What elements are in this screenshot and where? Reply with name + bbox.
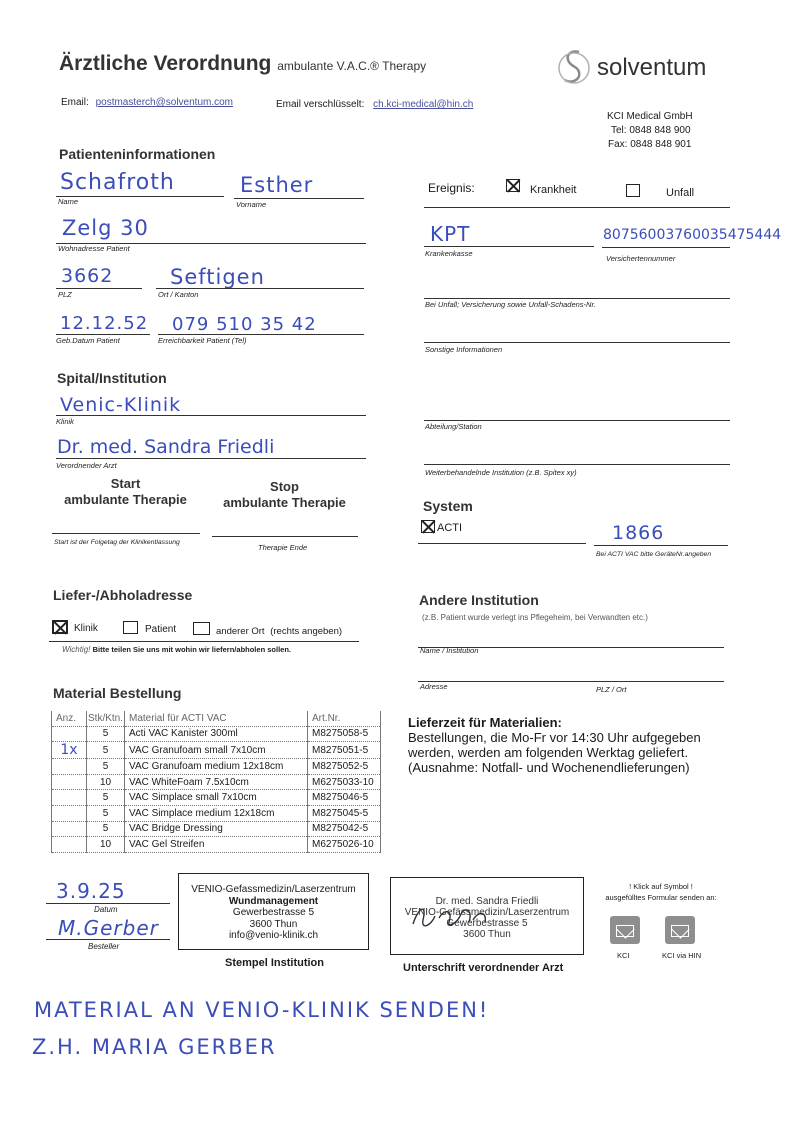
sig-line4: 3600 Thun (463, 929, 511, 940)
material-stk-cell: 10 (87, 837, 125, 853)
email-enc-row (276, 99, 473, 110)
vorname-label: Vorname (236, 200, 267, 209)
lieferzeit-line1: Bestellungen, die Mo-Fr vor 14:30 Uhr aufgegeben (408, 730, 701, 745)
ort-label: Ort / Kanton (158, 290, 199, 299)
material-header-row (52, 711, 381, 726)
stop-title-line2: ambulante Therapie (223, 495, 346, 510)
wichtig-label: Wichtig! (62, 645, 91, 654)
material-art-cell: M8275046-5 (308, 790, 381, 806)
name-line (56, 196, 224, 197)
page-title (59, 52, 426, 76)
klinik-label: Klinik (56, 417, 74, 426)
stop-title (213, 479, 356, 511)
klinik-line (56, 415, 366, 416)
material-name-cell: VAC Granufoam small 7x10cm (125, 742, 308, 759)
material-table (51, 711, 381, 853)
versnr-value[interactable]: 80756003760035475444 (603, 227, 782, 243)
versnr-label: Versichertennummer (606, 254, 676, 263)
kasse-value[interactable]: KPT (430, 222, 471, 246)
kasse-line (424, 246, 594, 247)
liefer-anderer-checkbox[interactable] (193, 622, 210, 635)
logo-text: solventum (597, 54, 707, 81)
material-name-cell: VAC Bridge Dressing (125, 821, 308, 837)
geraet-label: Bei ACTI VAC bitte GeräteNr.angeben (596, 551, 712, 558)
geraet-value[interactable]: 1866 (612, 522, 665, 544)
tel-label: Erreichbarkeit Patient (Tel) (158, 336, 247, 345)
andere-hint: (z.B. Patient wurde verlegt ins Pflegeheim, bei Verwandten etc.) (422, 613, 648, 622)
versnr-line (602, 247, 730, 248)
kci-mail-icon[interactable] (610, 916, 640, 944)
ereignis-line (424, 207, 730, 208)
stamp-line5: info@venio-klinik.ch (228, 930, 319, 941)
material-anz-cell[interactable] (52, 837, 87, 853)
sig-line3: Gewerbestrasse 5 (446, 918, 528, 929)
abteilung-label: Abteilung/Station (425, 422, 482, 431)
unfall-ins-line (424, 298, 730, 299)
company-name: KCI Medical GmbH (607, 111, 693, 122)
material-row (52, 837, 381, 853)
patient-dob-value[interactable]: 12.12.52 (60, 313, 149, 334)
material-anz-cell[interactable]: 1x (52, 742, 87, 759)
dob-label: Geb.Datum Patient (56, 336, 120, 345)
liefer-anderer-label (216, 626, 342, 637)
liefer-wichtig (62, 645, 291, 654)
besteller-label: Besteller (88, 942, 120, 951)
col-stk: Stk/Ktn. (87, 711, 125, 726)
material-art-cell: M8275051-5 (308, 742, 381, 759)
plz-line (56, 288, 142, 289)
material-stk-cell: 5 (87, 726, 125, 742)
andere-name-label: Name / Institution (420, 646, 479, 655)
material-name-cell: VAC Gel Streifen (125, 837, 308, 853)
company-fax: Fax: 0848 848 901 (608, 139, 692, 150)
section-patient: Patienteninformationen (59, 146, 216, 162)
material-anz-cell[interactable] (52, 790, 87, 806)
kci-hin-mail-icon[interactable] (665, 916, 695, 944)
kci-hin-label: KCI via HIN (662, 951, 702, 960)
stamp-caption: Stempel Institution (225, 957, 324, 969)
lieferzeit-line3: (Ausnahme: Notfall- und Wochenendlieferungen) (408, 760, 690, 775)
section-andere: Andere Institution (419, 592, 539, 608)
send-info (596, 881, 726, 903)
dob-line (56, 334, 150, 335)
stop-title-line1: Stop (270, 479, 299, 494)
wichtig-text: Bitte teilen Sie uns mit wohin wir liefern/abholen sollen. (92, 645, 291, 654)
lieferzeit-title: Lieferzeit für Materialien: (408, 715, 562, 730)
besteller-line (46, 939, 170, 940)
vorname-line (234, 198, 364, 199)
liefer-klinik-label: Klinik (74, 623, 98, 634)
liefer-klinik-checkbox[interactable] (52, 620, 68, 634)
solventum-logo-icon (557, 46, 591, 90)
material-name-cell: Acti VAC Kanister 300ml (125, 726, 308, 742)
patient-name-value[interactable]: Schafroth (60, 170, 175, 195)
material-row (52, 726, 381, 742)
material-art-cell: M8275052-5 (308, 759, 381, 775)
title-main: Ärztliche Verordnung (59, 52, 272, 75)
klinik-value[interactable]: Venic-Klinik (60, 394, 182, 416)
title-sub: ambulante V.A.C.® Therapy (277, 59, 427, 73)
material-row (52, 742, 381, 759)
note-line2: Z.H. MARIA GERBER (32, 1035, 277, 1059)
material-name-cell: VAC Simplace medium 12x18cm (125, 805, 308, 821)
unfall-label: Unfall (666, 187, 695, 199)
krankheit-checkbox[interactable] (506, 179, 520, 192)
sonstige-label: Sonstige Informationen (425, 345, 503, 354)
besteller-value[interactable]: M.Gerber (58, 916, 159, 940)
sig-line2: VENIO-Gefässmedizin/Laserzentrum (404, 907, 570, 918)
material-stk-cell: 10 (87, 774, 125, 790)
material-stk-cell: 5 (87, 742, 125, 759)
send-line2: ausgefülltes Formular senden an: (605, 893, 717, 902)
liefer-line (49, 641, 359, 642)
start-title (54, 476, 197, 508)
material-art-cell: M6275026-10 (308, 837, 381, 853)
patient-ort-value[interactable]: Seftigen (170, 265, 265, 289)
liefer-anderer-hint: (rechts angeben) (270, 626, 343, 637)
patient-tel-value[interactable]: 079 510 35 42 (172, 314, 317, 335)
company-tel: Tel: 0848 848 900 (611, 125, 691, 136)
acti-label: ACTI (437, 522, 463, 534)
andere-adresse-label: Adresse (420, 682, 448, 691)
start-caption: Start ist der Folgetag der Klinikentlassung (54, 539, 180, 546)
material-stk-cell: 5 (87, 821, 125, 837)
datum-label: Datum (94, 905, 118, 914)
acti-line (418, 543, 586, 544)
kasse-label: Krankenkasse (425, 249, 473, 258)
name-label: Name (58, 197, 79, 206)
kci-label: KCI (617, 951, 630, 960)
material-anz-cell[interactable] (52, 774, 87, 790)
signature-scribble (409, 896, 509, 936)
datum-value[interactable]: 3.9.25 (56, 879, 126, 903)
material-art-cell: M8275042-5 (308, 821, 381, 837)
arzt-value[interactable]: Dr. med. Sandra Friedli (57, 436, 275, 458)
material-stk-cell: 5 (87, 805, 125, 821)
institution-stamp (178, 873, 369, 950)
arzt-label: Verordnender Arzt (56, 461, 117, 470)
email-label: Email: (61, 97, 89, 108)
start-title-line2: ambulante Therapie (64, 492, 187, 507)
material-row (52, 821, 381, 837)
material-name-cell: VAC Granufoam medium 12x18cm (125, 759, 308, 775)
material-stk-cell: 5 (87, 759, 125, 775)
section-system: System (423, 498, 473, 514)
col-art: Art.Nr. (308, 711, 381, 726)
email-enc-label: Email verschlüsselt: (276, 99, 365, 110)
ereignis-label: Ereignis: (428, 181, 475, 195)
material-row (52, 790, 381, 806)
section-liefer: Liefer-/Abholadresse (53, 587, 193, 603)
andere-adresse-line[interactable] (418, 681, 724, 682)
liefer-anderer-text: anderer Ort (216, 626, 265, 637)
material-row (52, 774, 381, 790)
company-info (607, 110, 693, 152)
start-title-line1: Start (110, 476, 141, 491)
unfall-checkbox[interactable] (626, 184, 640, 197)
note-line1: MATERIAL AN VENIO-KLINIK SENDEN! (34, 998, 490, 1022)
sonstige-line (424, 342, 730, 343)
patient-vorname-value[interactable]: Esther (240, 173, 314, 197)
col-anz: Anz. (52, 711, 87, 726)
email-link[interactable]: postmasterch@solventum.com (95, 97, 233, 108)
stamp-line1: VENIO-Gefassmedizin/Laserzentrum (191, 884, 356, 895)
start-line[interactable] (52, 533, 200, 534)
address-label: Wohnadresse Patient (58, 244, 130, 253)
material-art-cell: M8275045-5 (308, 805, 381, 821)
andere-plz-label: PLZ / Ort (596, 685, 627, 694)
stop-caption: Therapie Ende (258, 543, 308, 552)
stamp-line2: Wundmanagement (228, 895, 319, 907)
plz-label: PLZ (58, 290, 72, 299)
stamp-line3: Gewerbestrasse 5 (232, 907, 315, 918)
material-art-cell: M8275058-5 (308, 726, 381, 742)
sig-line1: Dr. med. Sandra Friedli (435, 896, 539, 907)
material-name-cell: VAC WhiteFoam 7.5x10cm (125, 774, 308, 790)
geraet-line (594, 545, 728, 546)
material-row (52, 759, 381, 775)
patient-address-value[interactable]: Zelg 30 (62, 216, 149, 240)
signature-box[interactable] (390, 877, 584, 955)
weiter-line (424, 464, 730, 465)
tel-line (158, 334, 364, 335)
material-name-cell: VAC Simplace small 7x10cm (125, 790, 308, 806)
stamp-line4: 3600 Thun (249, 918, 298, 930)
abteilung-line (424, 420, 730, 421)
stop-line[interactable] (212, 536, 358, 537)
material-anz-cell[interactable] (52, 821, 87, 837)
datum-line (46, 903, 170, 904)
ort-line (156, 288, 364, 289)
material-anz-cell[interactable] (52, 726, 87, 742)
liefer-patient-checkbox[interactable] (123, 621, 138, 634)
acti-checkbox[interactable] (421, 520, 435, 533)
patient-plz-value[interactable]: 3662 (61, 265, 114, 287)
email-enc-link[interactable]: ch.kci-medical@hin.ch (373, 99, 474, 110)
section-spital: Spital/Institution (57, 370, 167, 386)
lieferzeit-line2: werden, werden am folgenden Werktag geliefert. (408, 745, 689, 760)
liefer-patient-label: Patient (145, 624, 177, 635)
material-anz-cell[interactable] (52, 805, 87, 821)
material-stk-cell: 5 (87, 790, 125, 806)
lieferzeit-block (408, 715, 701, 775)
weiter-label: Weiterbehandelnde Institution (z.B. Spitex xy) (425, 468, 577, 477)
section-material: Material Bestellung (53, 685, 182, 701)
arzt-line (56, 458, 366, 459)
material-row (52, 805, 381, 821)
unfall-ins-label: Bei Unfall; Versicherung sowie Unfall-Schadens-Nr. (425, 300, 596, 309)
col-material: Material für ACTI VAC (125, 711, 308, 726)
material-art-cell: M6275033-10 (308, 774, 381, 790)
material-anz-cell[interactable] (52, 759, 87, 775)
sig-caption: Unterschrift verordnender Arzt (403, 962, 564, 974)
send-line1: ! Klick auf Symbol ! (629, 882, 693, 891)
material-body (52, 726, 381, 852)
krankheit-label: Krankheit (530, 184, 577, 196)
email-row (61, 97, 233, 108)
